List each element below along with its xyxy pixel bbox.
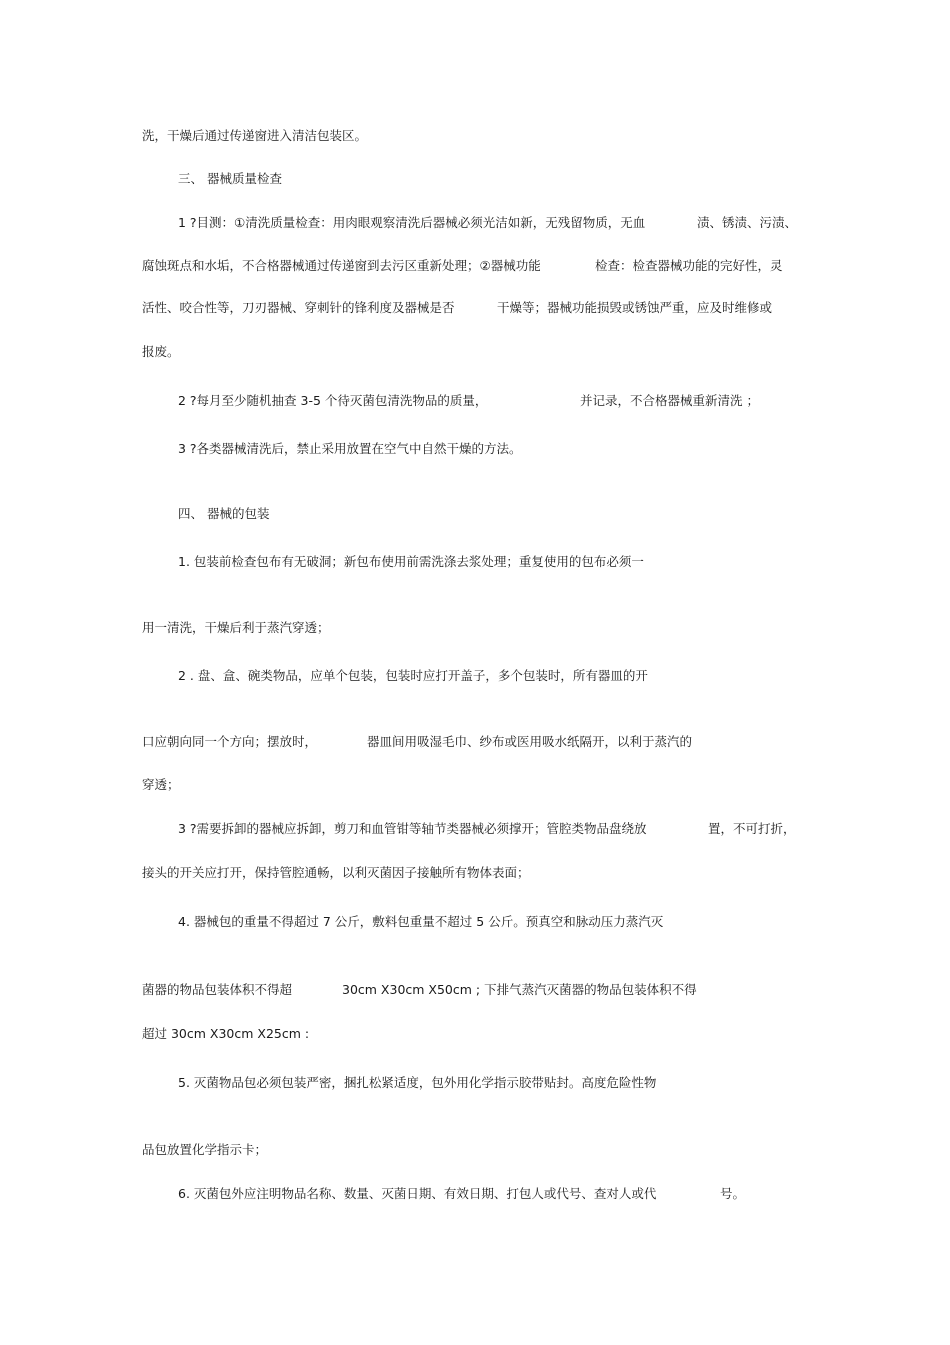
text-line: 号。 xyxy=(720,1186,746,1201)
text-line: 置，不可打折， xyxy=(708,821,796,836)
text-line: 干燥等；器械功能损毁或锈蚀严重，应及时维修或 xyxy=(497,300,773,315)
text-line: 5. 灭菌物品包必须包装严密，捆扎松紧适度，包外用化学指示胶带贴封。高度危险性物 xyxy=(178,1075,657,1090)
text-line: 器皿间用吸湿毛巾、纱布或医用吸水纸隔开，以利于蒸汽的 xyxy=(367,734,693,749)
text-line: 口应朝向同一个方向；摆放时， xyxy=(142,734,318,749)
text-line: 品包放置化学指示卡； xyxy=(142,1142,268,1157)
text-line: 4. 器械包的重量不得超过 7 公斤，敷料包重量不超过 5 公斤。预真空和脉动压力蒸汽灭 xyxy=(178,914,664,929)
text-line: 用一清洗，干燥后利于蒸汽穿透； xyxy=(142,620,330,635)
text-line: 腐蚀斑点和水垢，不合格器械通过传递窗到去污区重新处理；②器械功能 xyxy=(142,258,541,273)
text-line: 1. 包装前检查包布有无破洞；新包布使用前需洗涤去浆处理；重复使用的包布必须一 xyxy=(178,554,644,569)
text-line: 菌器的物品包装体积不得超 xyxy=(142,982,293,997)
text-line: 3 ?需要拆卸的器械应拆卸，剪刀和血管钳等轴节类器械必须撑开；管腔类物品盘绕放 xyxy=(178,821,647,836)
text-line: 洗，干燥后通过传递窗进入清洁包装区。 xyxy=(142,128,368,143)
text-line: 报废。 xyxy=(142,344,180,359)
text-line: 检查：检查器械功能的完好性，灵 xyxy=(595,258,783,273)
text-line: 渍、锈渍、污渍、 xyxy=(697,215,798,230)
text-line: 2 ?每月至少随机抽查 3-5 个待灭菌包清洗物品的质量， xyxy=(178,393,488,408)
text-line: 2 . 盘、盒、碗类物品，应单个包装，包装时应打开盖子，多个包装时，所有器皿的开 xyxy=(178,668,648,683)
text-line: 1 ?目测：①清洗质量检查：用肉眼观察清洗后器械必须光洁如新，无残留物质，无血 xyxy=(178,215,646,230)
text-line: 穿透； xyxy=(142,777,180,792)
text-line: 并记录，不合格器械重新清洗 ； xyxy=(580,393,759,408)
text-line: 活性、咬合性等，刀刃器械、穿刺针的锋利度及器械是否 xyxy=(142,300,455,315)
text-line: 30cm X30cm X50cm ; 下排气蒸汽灭菌器的物品包装体积不得 xyxy=(342,982,697,997)
text-line: 接头的开关应打开，保持管腔通畅，以利灭菌因子接触所有物体表面； xyxy=(142,865,530,880)
section-heading-quality-check: 三、 器械质量检查 xyxy=(178,171,282,186)
text-line: 6. 灭菌包外应注明物品名称、数量、灭菌日期、有效日期、打包人或代号、查对人或代 xyxy=(178,1186,657,1201)
text-line: 超过 30cm X30cm X25cm : xyxy=(142,1026,310,1041)
text-line: 3 ?各类器械清洗后，禁止采用放置在空气中自然干燥的方法。 xyxy=(178,441,522,456)
section-heading-packaging: 四、 器械的包装 xyxy=(178,506,270,521)
